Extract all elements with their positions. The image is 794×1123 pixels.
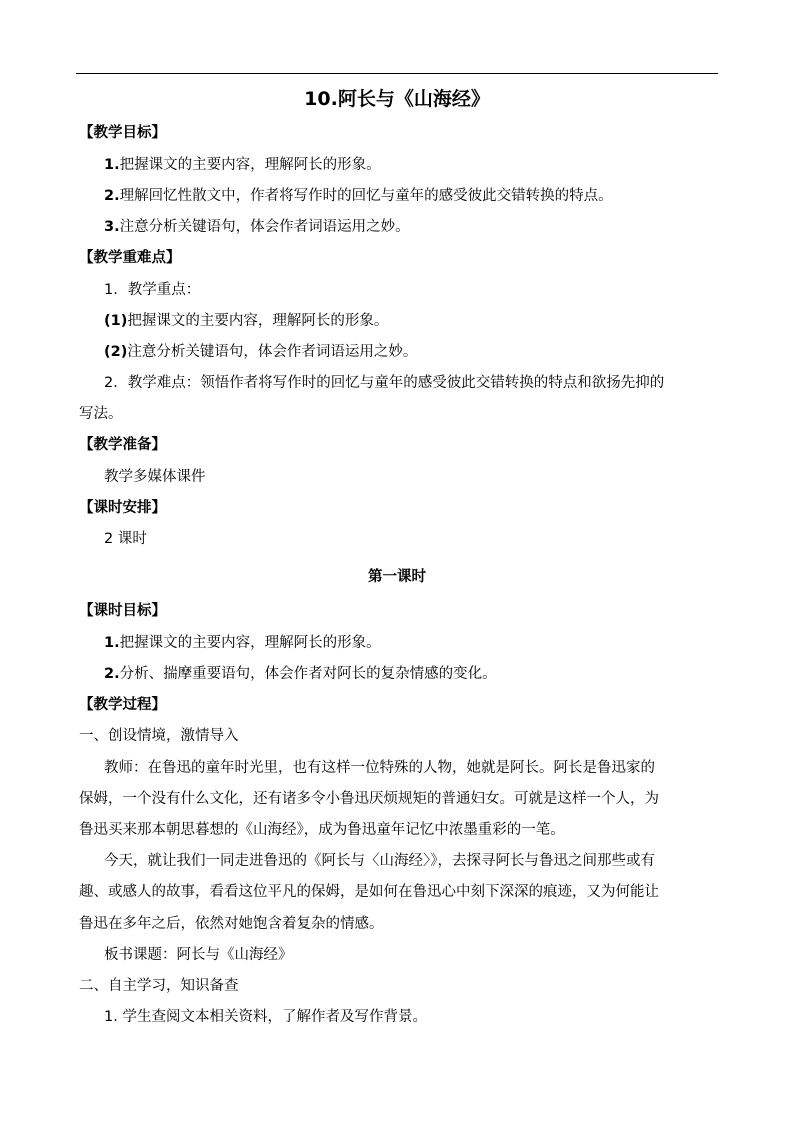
difficulty-line: 写法。	[79, 406, 123, 422]
header-rule	[76, 73, 718, 74]
lesson-goal-item: 2.分析、揣摩重要语句，体会作者对阿长的复杂情感的变化。	[104, 666, 497, 682]
lesson-goal-item: 1.把握课文的主要内容，理解阿长的形象。	[104, 635, 381, 651]
process-heading: 【教学过程】	[79, 697, 166, 713]
goal-item: 1.把握课文的主要内容，理解阿长的形象。	[104, 157, 381, 173]
focus-item: (2)注意分析关键语句，体会作者词语运用之妙。	[104, 344, 418, 360]
focus-label: 1．教学重点：	[104, 282, 201, 298]
focus-item: (1)把握课文的主要内容，理解阿长的形象。	[104, 313, 389, 329]
document-title: 10.阿长与《山海经》	[304, 88, 490, 110]
prep-text: 教学多媒体课件	[104, 469, 206, 485]
board-title: 板书课题：阿长与《山海经》	[104, 947, 293, 963]
section-item: 1. 学生查阅文本相关资料，了解作者及写作背景。	[104, 1009, 427, 1025]
schedule-text: 2 课时	[104, 531, 147, 547]
paragraph-line: 趣、或感人的故事，看看这位平凡的保姆，是如何在鲁迅心中刻下深深的痕迹，又为何能让	[79, 884, 659, 900]
lesson-goals-heading: 【课时目标】	[79, 603, 166, 619]
keypoints-heading: 【教学重难点】	[79, 250, 181, 266]
schedule-heading: 【课时安排】	[79, 500, 166, 516]
paragraph-line: 今天，就让我们一同走进鲁迅的《阿长与〈山海经〉》，去探寻阿长与鲁迅之间那些或有	[104, 853, 655, 869]
paragraph-line: 鲁迅在多年之后，依然对她饱含着复杂的情感。	[79, 916, 384, 932]
paragraph-line: 保姆，一个没有什么文化，还有诸多令小鲁迅厌烦规矩的普通妇女。可就是这样一个人，为	[79, 791, 659, 807]
paragraph-line: 鲁迅买来那本朝思暮想的《山海经》，成为鲁迅童年记忆中浓墨重彩的一笔。	[79, 822, 565, 838]
goal-item: 3.注意分析关键语句，体会作者词语运用之妙。	[104, 219, 410, 235]
goals-heading: 【教学目标】	[79, 125, 166, 141]
prep-heading: 【教学准备】	[79, 437, 166, 453]
section-title: 一、创设情境，激情导入	[79, 728, 239, 744]
goal-item: 2.理解回忆性散文中，作者将写作时的回忆与童年的感受彼此交错转换的特点。	[104, 188, 613, 204]
paragraph-line: 教师：在鲁迅的童年时光里，也有这样一位特殊的人物，她就是阿长。阿长是鲁迅家的	[104, 760, 655, 776]
lesson-title: 第一课时	[368, 569, 426, 585]
difficulty-line: 2．教学难点：领悟作者将写作时的回忆与童年的感受彼此交错转换的特点和欲扬先抑的	[104, 375, 665, 391]
section-title: 二、自主学习，知识备查	[79, 978, 239, 994]
